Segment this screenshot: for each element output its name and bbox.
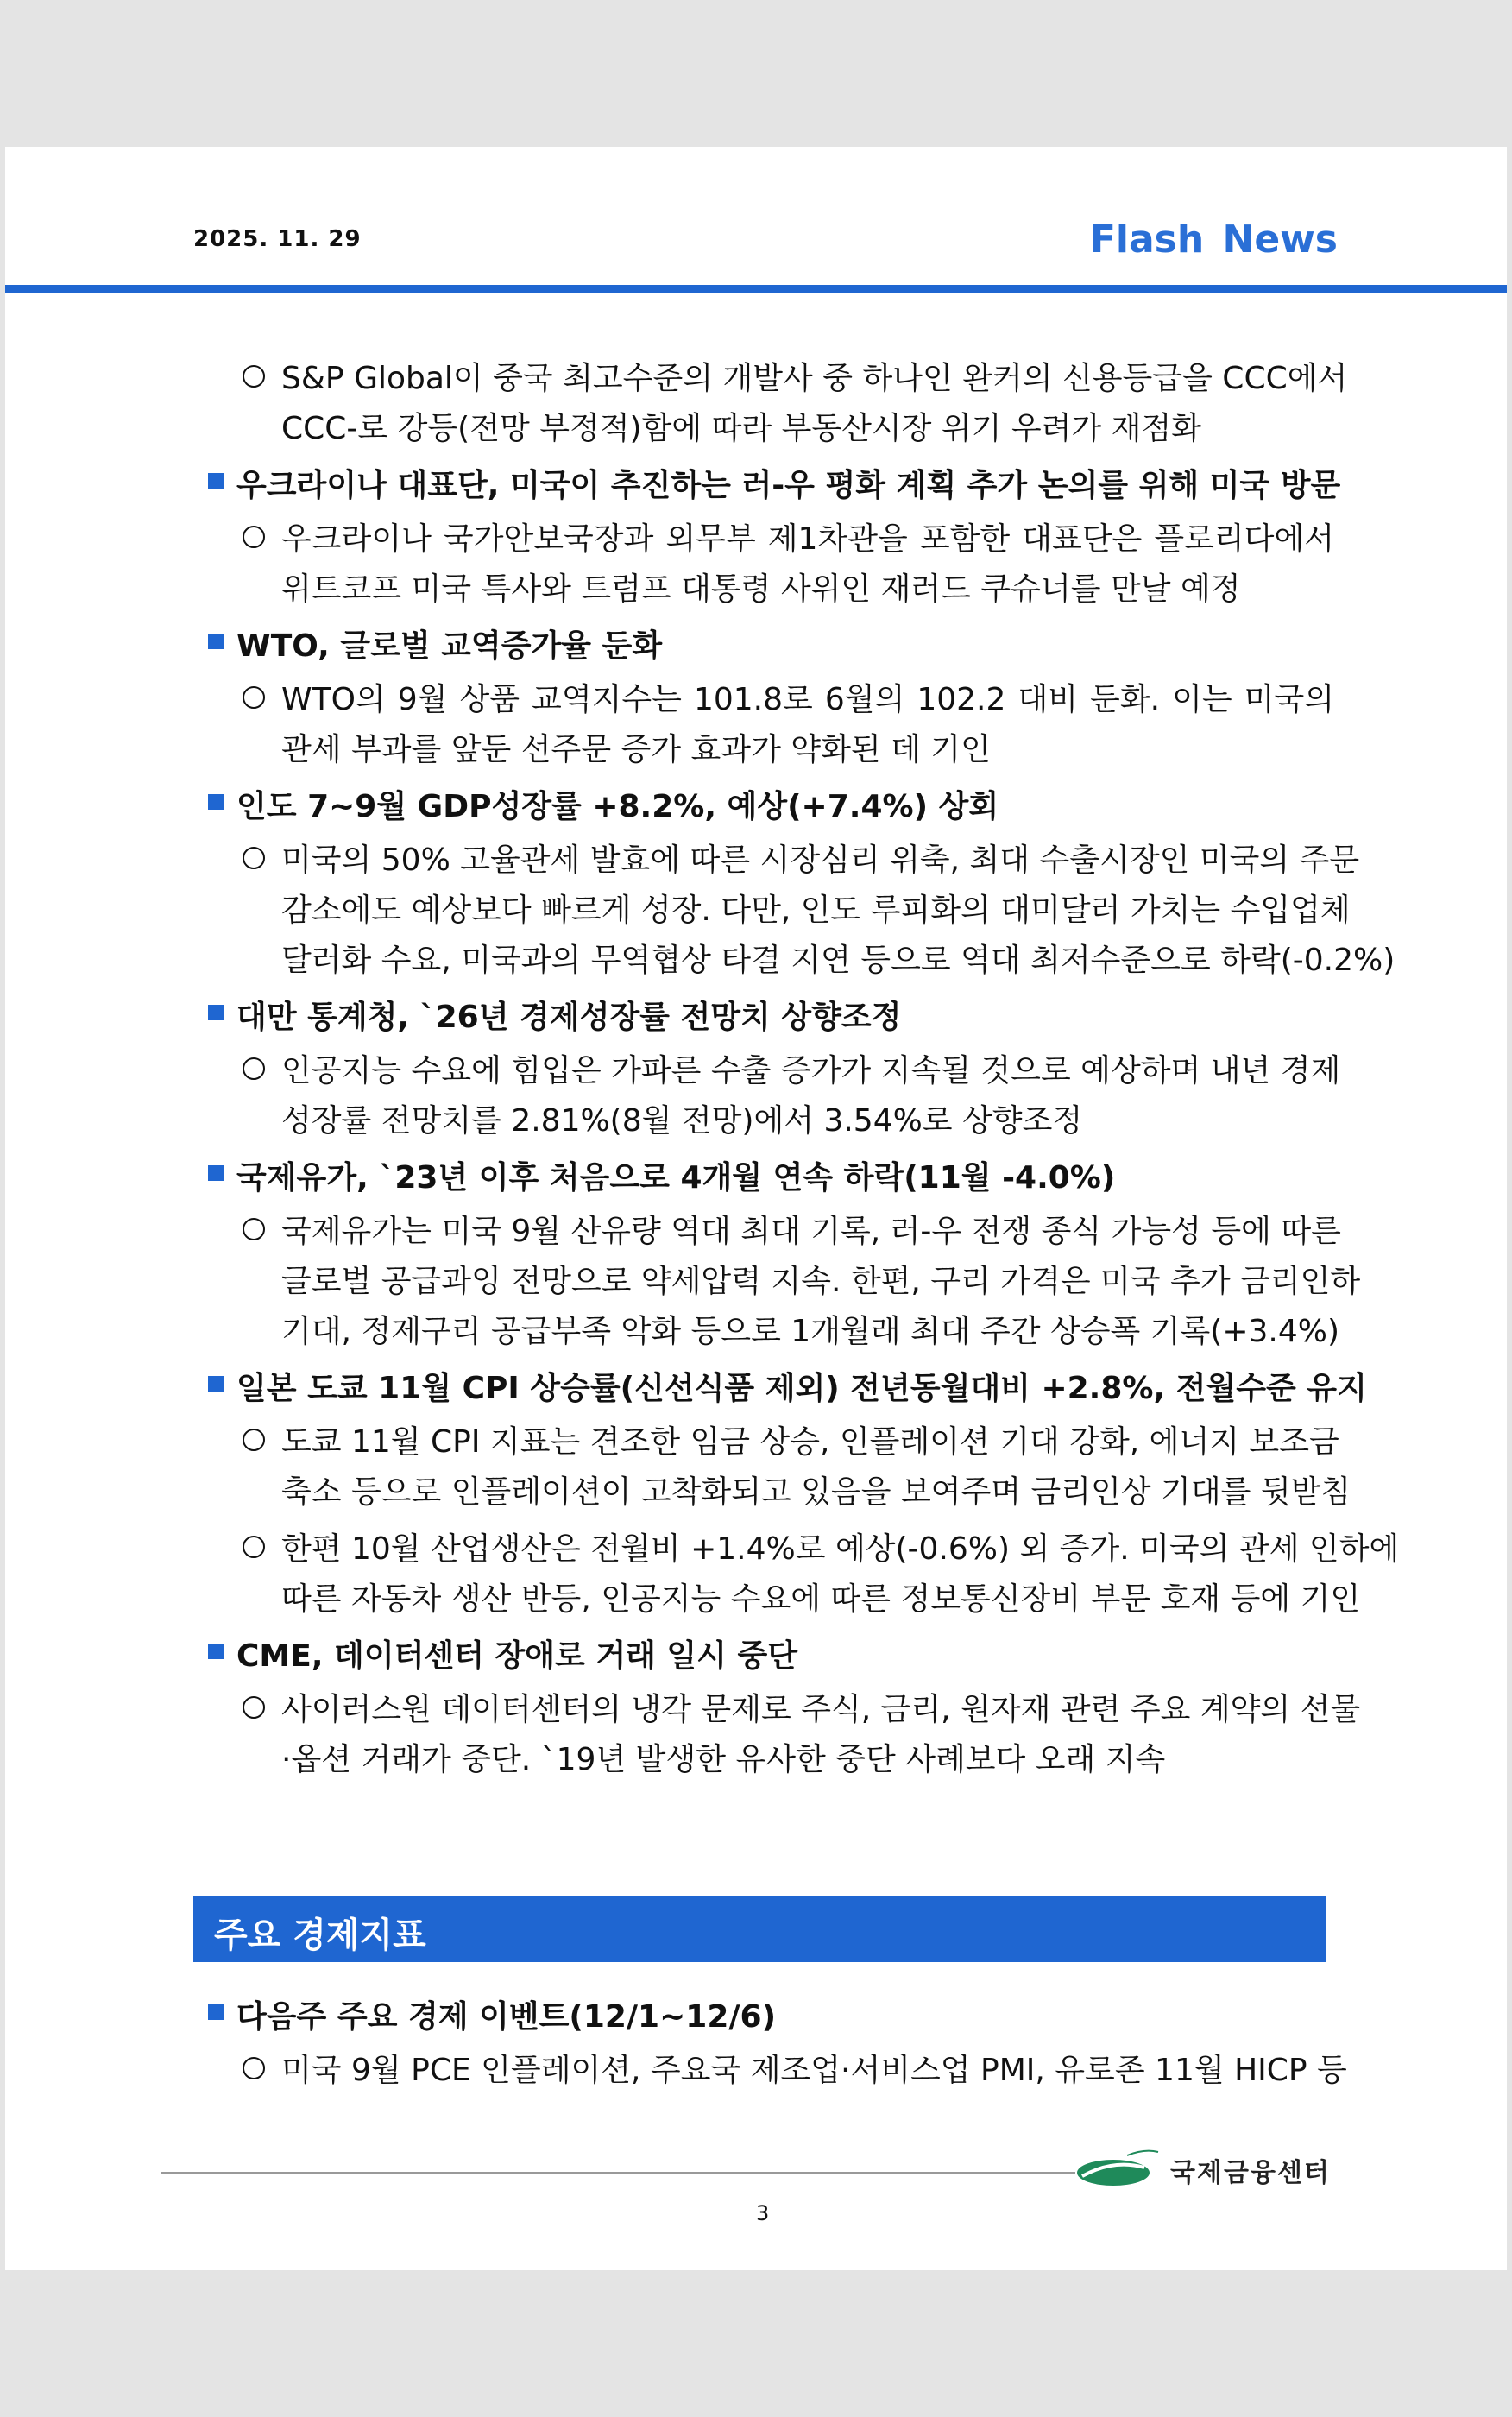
- bullet-text-line: 관세 부과를 앞둔 선주문 증가 효과가 약화된 데 기인: [281, 732, 991, 767]
- news-heading: 우크라이나 대표단, 미국이 추진하는 러-우 평화 계획 추가 논의를 위해 미국 방문: [236, 468, 1341, 503]
- bullet-text-line: ·옵션 거래가 중단. `19년 발생한 유사한 중단 사례보다 오래 지속: [281, 1742, 1166, 1777]
- news-heading: 다음주 주요 경제 이벤트(12/1~12/6): [236, 1999, 777, 2035]
- page-number: 3: [756, 2201, 770, 2225]
- bullet-circle-icon: [243, 1057, 265, 1080]
- heading-bullet-icon: [208, 794, 224, 810]
- heading-bullet-icon: [208, 1376, 224, 1392]
- bullet-circle-icon: [243, 2057, 265, 2079]
- bullet-text-line: CCC-로 강등(전망 부정적)함에 따라 부동산시장 위기 우려가 재점화: [281, 411, 1201, 446]
- bullet-circle-icon: [243, 686, 265, 709]
- logo-text: 국제금융센터: [1170, 2158, 1331, 2188]
- bullet-circle-icon: [243, 1536, 265, 1558]
- heading-bullet-icon: [208, 634, 224, 649]
- bullet-text-line: 기대, 정제구리 공급부족 악화 등으로 1개월래 최대 주간 상승폭 기록(+3.4%): [281, 1314, 1340, 1349]
- bullet-text-line: 축소 등으로 인플레이션이 고착화되고 있음을 보여주며 금리인상 기대를 뒷받침: [281, 1474, 1351, 1510]
- logo-icon: [1075, 2147, 1162, 2190]
- bullet-circle-icon: [243, 1218, 265, 1240]
- news-heading: 일본 도쿄 11월 CPI 상승률(신선식품 제외) 전년동월대비 +2.8%, 전월수준 유지: [236, 1371, 1367, 1406]
- bullet-text-line: 성장률 전망치를 2.81%(8월 전망)에서 3.54%로 상향조정: [281, 1103, 1083, 1139]
- bullet-text-line: 글로벌 공급과잉 전망으로 약세압력 지속. 한편, 구리 가격은 미국 추가 금리인하: [281, 1264, 1361, 1299]
- heading-bullet-icon: [208, 1165, 224, 1181]
- news-heading: 대만 통계청, `26년 경제성장률 전망치 상향조정: [236, 1000, 902, 1035]
- bullet-text-line: 사이러스원 데이터센터의 냉각 문제로 주식, 금리, 원자재 관련 주요 계약의 선물: [281, 1692, 1361, 1727]
- heading-bullet-icon: [208, 473, 224, 489]
- bullet-text-line: 미국 9월 PCE 인플레이션, 주요국 제조업·서비스업 PMI, 유로존 11월 HICP 등: [281, 2053, 1347, 2088]
- bullet-text-line: 국제유가는 미국 9월 산유량 역대 최대 기록, 러-우 전쟁 종식 가능성 등에 따른: [281, 1214, 1341, 1249]
- bullet-circle-icon: [243, 1696, 265, 1719]
- bullet-circle-icon: [243, 365, 265, 388]
- section-title: 주요 경제지표: [214, 1915, 426, 1955]
- bullet-text-line: 미국의 50% 고율관세 발효에 따른 시장심리 위축, 최대 수출시장인 미국의 주문: [281, 842, 1360, 878]
- report-date: 2025. 11. 29: [193, 226, 362, 252]
- bullet-circle-icon: [243, 847, 265, 869]
- news-heading: 인도 7~9월 GDP성장률 +8.2%, 예상(+7.4%) 상회: [236, 789, 999, 824]
- heading-bullet-icon: [208, 1005, 224, 1020]
- news-heading: WTO, 글로벌 교역증가율 둔화: [236, 628, 663, 664]
- bullet-text-line: 따른 자동차 생산 반등, 인공지능 수요에 따른 정보통신장비 부문 호재 등에 기인: [281, 1581, 1361, 1617]
- bullet-text-line: WTO의 9월 상품 교역지수는 101.8로 6월의 102.2 대비 둔화. 이는 미국의: [281, 682, 1334, 717]
- document-page: [5, 147, 1507, 2270]
- bullet-text-line: 한편 10월 산업생산은 전월비 +1.4%로 예상(-0.6%) 외 증가. 미국의 관세 인하에: [281, 1531, 1400, 1567]
- bullet-text-line: 인공지능 수요에 힘입은 가파른 수출 증가가 지속될 것으로 예상하며 내년 경제: [281, 1053, 1341, 1089]
- heading-bullet-icon: [208, 1644, 224, 1659]
- heading-bullet-icon: [208, 2004, 224, 2020]
- bullet-text-line: 도쿄 11월 CPI 지표는 견조한 임금 상승, 인플레이션 기대 강화, 에너지 보조금: [281, 1424, 1339, 1460]
- news-heading: CME, 데이터센터 장애로 거래 일시 중단: [236, 1638, 798, 1674]
- bullet-text-line: 달러화 수요, 미국과의 무역협상 타결 지연 등으로 역대 최저수준으로 하락(-0.2%): [281, 943, 1395, 978]
- bullet-circle-icon: [243, 1429, 265, 1451]
- bullet-text-line: 우크라이나 국가안보국장과 외무부 제1차관을 포함한 대표단은 플로리다에서: [281, 521, 1334, 557]
- bullet-text-line: 위트코프 미국 특사와 트럼프 대통령 사위인 재러드 쿠슈너를 만날 예정: [281, 571, 1241, 607]
- bullet-text-line: S&P Global이 중국 최고수준의 개발사 중 하나인 완커의 신용등급을 CCC에서: [281, 361, 1348, 396]
- bullet-circle-icon: [243, 526, 265, 548]
- footer-rule: [161, 2172, 1075, 2174]
- brand-title: Flash News: [1089, 218, 1338, 262]
- bullet-text-line: 감소에도 예상보다 빠르게 성장. 다만, 인도 루피화의 대미달러 가치는 수입업체: [281, 893, 1351, 928]
- header-rule: [5, 285, 1507, 293]
- news-heading: 국제유가, `23년 이후 처음으로 4개월 연속 하락(11월 -4.0%): [236, 1160, 1116, 1196]
